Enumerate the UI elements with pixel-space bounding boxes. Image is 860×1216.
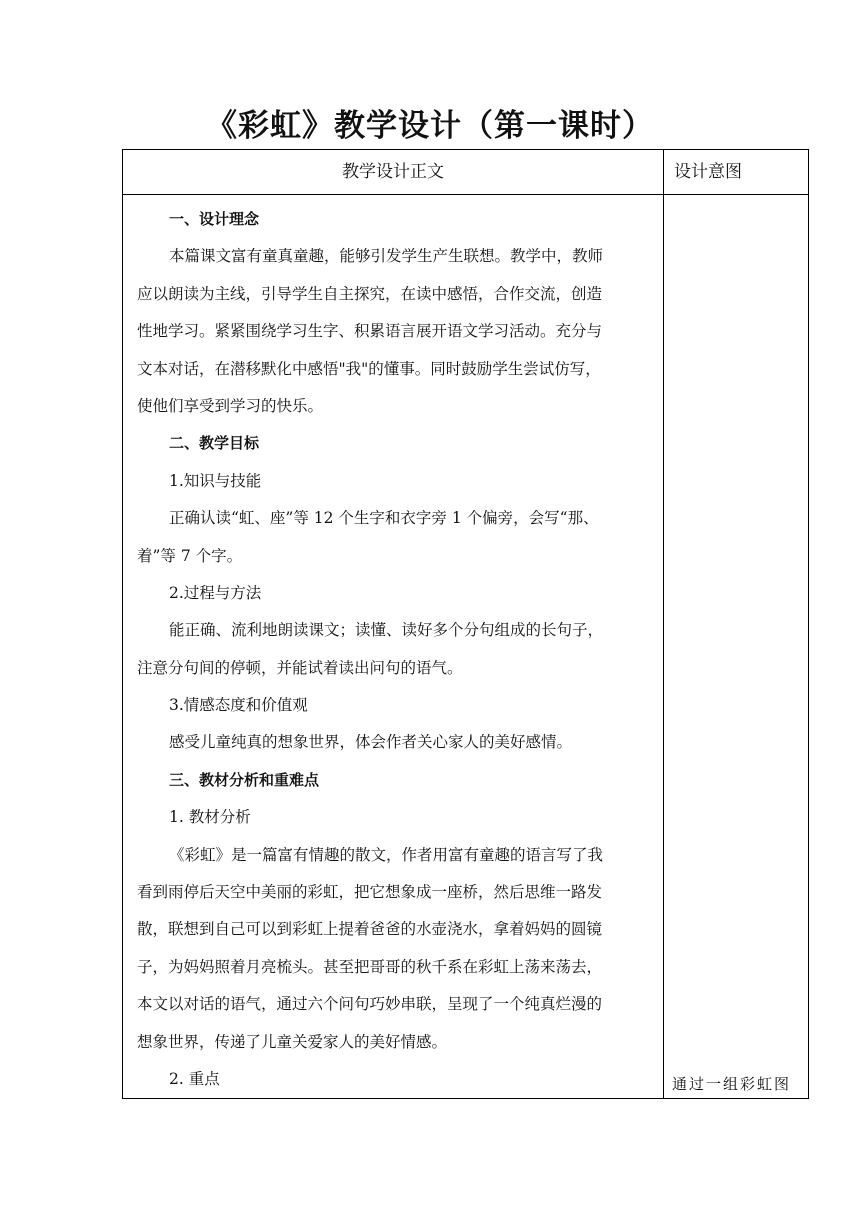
paragraph-line: 散，联想到自己可以到彩虹上提着爸爸的水壶浇水，拿着妈妈的圆镜 — [137, 920, 603, 939]
paragraph-line: 想象世界，传递了儿童关爱家人的美好情感。 — [137, 1032, 448, 1051]
paragraph-line: 子，为妈妈照着月亮梳头。甚至把哥哥的秋千系在彩虹上荡来荡去， — [137, 957, 603, 976]
paragraph-line: 《彩虹》是一篇富有情趣的散文，作者用富有童趣的语言写了我 — [169, 845, 604, 864]
subheading-key-points: 2. 重点 — [169, 1069, 220, 1088]
lesson-table — [122, 149, 809, 1099]
paragraph-line: 正确认读“虹、座”等 12 个生字和衣字旁 1 个偏旁，会写“那、 — [169, 509, 599, 528]
paragraph-line: 感受儿童纯真的想象世界，体会作者关心家人的美好感情。 — [169, 733, 573, 752]
main-content-cell — [123, 195, 664, 1099]
column-header-intent: 设计意图 — [664, 150, 809, 195]
paragraph-line: 本篇课文富有童真童趣，能够引发学生产生联想。教学中，教师 — [169, 247, 604, 266]
section-heading-concept: 一、设计理念 — [169, 210, 260, 228]
subheading-material-analysis: 1. 教材分析 — [169, 808, 251, 827]
table-body-row — [123, 195, 809, 1099]
subheading-knowledge: 1.知识与技能 — [169, 471, 262, 490]
section-heading-analysis: 三、教材分析和重难点 — [169, 770, 320, 789]
paragraph-line: 注意分句间的停顿，并能试着读出问句的语气。 — [137, 658, 463, 677]
paragraph-line: 本文以对话的语气，通过六个问句巧妙串联，呈现了一个纯真烂漫的 — [137, 995, 603, 1014]
subheading-process: 2.过程与方法 — [169, 583, 262, 602]
paragraph-line: 应以朗读为主线，引导学生自主探究，在读中感悟，合作交流，创造 — [137, 284, 603, 303]
page-title: 《彩虹》教学设计（第一课时） — [206, 108, 654, 144]
table-header-row — [123, 150, 809, 195]
paragraph-line: 着”等 7 个字。 — [137, 546, 243, 565]
design-intent-cell — [664, 195, 809, 1099]
paragraph-line: 看到雨停后天空中美丽的彩虹，把它想象成一座桥，然后思维一路发 — [137, 883, 603, 902]
subheading-values: 3.情感态度和价值观 — [169, 696, 308, 715]
paragraph-line: 文本对话，在潜移默化中感悟"我"的懂事。同时鼓励学生尝试仿写， — [137, 359, 601, 378]
paragraph-line: 能正确、流利地朗读课文；读懂、读好多个分句组成的长句子， — [169, 621, 604, 640]
column-header-main: 教学设计正文 — [123, 150, 664, 195]
paragraph-line: 使他们享受到学习的快乐。 — [137, 396, 324, 415]
section-heading-objectives: 二、教学目标 — [169, 434, 260, 453]
paragraph-line: 性地学习。紧紧围绕学习生字、积累语言展开语文学习活动。充分与 — [137, 322, 603, 341]
design-intent-note: 通过一组彩虹图 — [672, 1075, 792, 1094]
main-content — [123, 195, 663, 1098]
